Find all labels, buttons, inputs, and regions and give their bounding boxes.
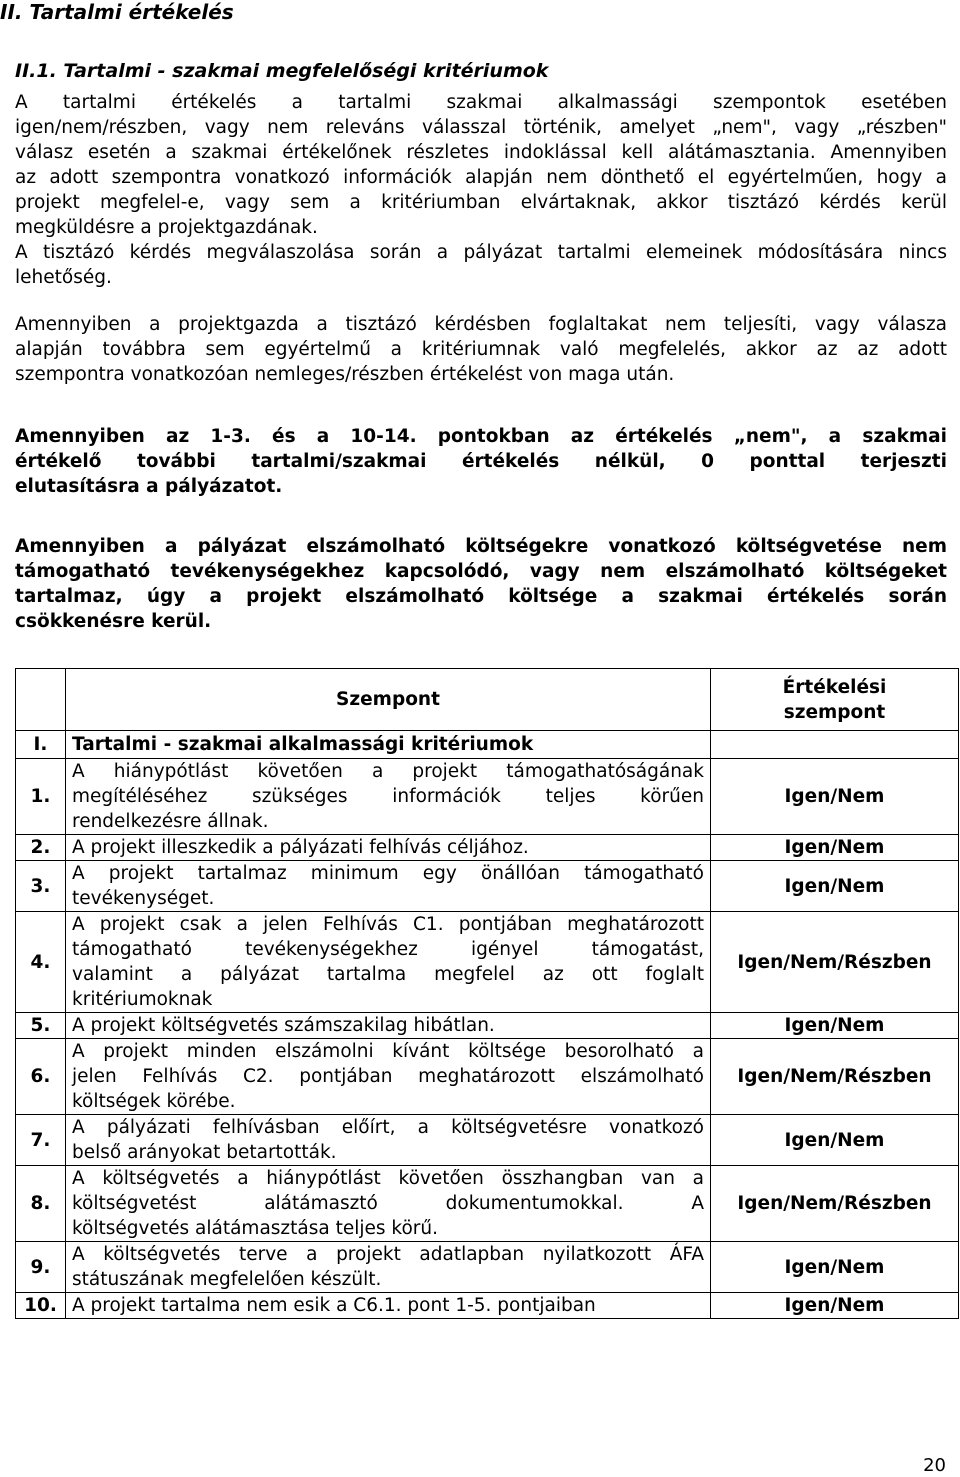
text-line: A tartalmi értékelés a tartalmi szakmai alkalmassági szempontok esetében — [15, 92, 947, 113]
table-group-row — [16, 731, 959, 759]
evaluation-value: Igen/Nem/Részben — [711, 1166, 959, 1242]
paragraph-rejection-rule — [15, 424, 947, 499]
criterion-number: 3. — [16, 861, 66, 912]
evaluation-value: Igen/Nem — [711, 1293, 959, 1319]
criterion-text-line: költségvetést alátámasztó dokumentumokkal. A — [72, 1193, 704, 1214]
criterion-text — [66, 1293, 711, 1319]
evaluation-value: Igen/Nem — [711, 835, 959, 861]
table-row — [16, 1115, 959, 1166]
criterion-text-line: belső arányokat betartották. — [72, 1142, 337, 1163]
criterion-text-line: A projekt minden elszámolni kívánt költsége besorolható a — [72, 1041, 704, 1062]
table-row — [16, 759, 959, 835]
criterion-text-line: A költségvetés terve a projekt adatlapban nyilatkozott ÁFA — [72, 1244, 704, 1265]
criterion-text-line: A hiánypótlást követően a projekt támogathatóságának — [72, 761, 704, 782]
text-line: értékelő további tartalmi/szakmai értékelés nélkül, 0 ponttal terjeszti — [15, 451, 947, 472]
criterion-text-line: A projekt költségvetés számszakilag hibátlan. — [72, 1015, 495, 1036]
evaluation-value: Igen/Nem — [711, 759, 959, 835]
text-line: Amennyiben a pályázat elszámolható költségekre vonatkozó költségvetése nem — [15, 536, 947, 557]
text-line: megküldésre a projektgazdának. — [15, 217, 318, 238]
evaluation-value: Igen/Nem/Részben — [711, 1039, 959, 1115]
table-row — [16, 1013, 959, 1039]
paragraph-cost-reduction — [15, 534, 947, 634]
criterion-text-line: költségvetés alátámasztása teljes körű. — [72, 1218, 438, 1239]
criterion-text — [66, 835, 711, 861]
criterion-text-line: A költségvetés a hiánypótlást követően összhangban van a — [72, 1168, 704, 1189]
table-row — [16, 1293, 959, 1319]
paragraph-clarifying-question — [15, 240, 947, 290]
group-title: Tartalmi - szakmai alkalmassági kritériumok — [66, 731, 711, 759]
criterion-text-line: támogatható tevékenységekhez igényel támogatást, — [72, 939, 704, 960]
criterion-text — [66, 912, 711, 1013]
table-row — [16, 1039, 959, 1115]
section-title: II. Tartalmi értékelés — [0, 0, 234, 24]
table-row — [16, 835, 959, 861]
criterion-text-line: költségek körébe. — [72, 1091, 236, 1112]
criterion-text-line: A projekt tartalmaz minimum egy önállóan támogatható — [72, 863, 704, 884]
criterion-text — [66, 861, 711, 912]
text-line: alapján továbbra sem egyértelmű a kritériumnak való megfelelés, akkor az az adott — [15, 339, 947, 360]
criterion-number: 1. — [16, 759, 66, 835]
text-line: tartalmaz, úgy a projekt elszámolható költsége a szakmai értékelés során — [15, 586, 947, 607]
text-line: szempontra vonatkozóan nemleges/részben értékelést von maga után. — [15, 364, 675, 385]
evaluation-value: Igen/Nem — [711, 1115, 959, 1166]
criterion-number: 4. — [16, 912, 66, 1013]
criterion-text-line: A projekt tartalma nem esik a C6.1. pont 1-5. pontjaiban — [72, 1295, 596, 1316]
criterion-text-line: A projekt csak a jelen Felhívás C1. pontjában meghatározott — [72, 914, 704, 935]
table-row — [16, 912, 959, 1013]
criterion-number: 5. — [16, 1013, 66, 1039]
criterion-number: 10. — [16, 1293, 66, 1319]
criterion-text-line: kritériumoknak — [72, 989, 213, 1010]
criterion-text-line: A projekt illeszkedik a pályázati felhívás céljához. — [72, 837, 529, 858]
text-line: válasz esetén a szakmai értékelőnek részletes indoklással kell alátámasztania. Amennyiben — [15, 142, 947, 163]
paragraph-non-compliance — [15, 312, 947, 387]
criterion-text — [66, 1013, 711, 1039]
criterion-text — [66, 1039, 711, 1115]
criterion-text — [66, 1115, 711, 1166]
page-number: 20 — [923, 1455, 946, 1476]
criterion-text-line: rendelkezésre állnak. — [72, 811, 269, 832]
criterion-text — [66, 1242, 711, 1293]
group-number: I. — [16, 731, 66, 759]
text-line: lehetőség. — [15, 267, 112, 288]
evaluation-value: Igen/Nem — [711, 1242, 959, 1293]
criterion-text-line: A pályázati felhívásban előírt, a költségvetésre vonatkozó — [72, 1117, 704, 1138]
criterion-number: 7. — [16, 1115, 66, 1166]
criterion-number: 2. — [16, 835, 66, 861]
table-row — [16, 861, 959, 912]
text-line: az adott szempontra vonatkozó információk alapján nem dönthető el egyértelműen, hogy a — [15, 167, 947, 188]
text-line: elutasításra a pályázatot. — [15, 476, 283, 497]
text-line: Amennyiben a projektgazda a tisztázó kérdésben foglaltakat nem teljesíti, vagy válasza — [15, 314, 947, 335]
criterion-text-line: státuszának megfelelően készült. — [72, 1269, 382, 1290]
text-line: támogatható tevékenységekhez kapcsolódó, vagy nem elszámolható költségeket — [15, 561, 947, 582]
header-evaluation: Értékelési szempont — [711, 669, 959, 731]
evaluation-value: Igen/Nem — [711, 861, 959, 912]
criterion-text-line: tevékenységet. — [72, 888, 215, 909]
criteria-table — [15, 668, 959, 1319]
table-header-row — [16, 669, 959, 731]
text-line: Amennyiben az 1-3. és a 10-14. pontokban az értékelés „nem", a szakmai — [15, 426, 947, 447]
criterion-text — [66, 759, 711, 835]
criterion-text — [66, 1166, 711, 1242]
text-line: csökkenésre kerül. — [15, 611, 212, 632]
header-criterion: Szempont — [66, 669, 711, 731]
subsection-title: II.1. Tartalmi - szakmai megfelelőségi kritériumok — [15, 60, 549, 82]
criterion-text-line: jelen Felhívás C2. pontjában meghatározott elszámolható — [72, 1066, 704, 1087]
table-row — [16, 1242, 959, 1293]
paragraph-evaluation-method — [15, 90, 947, 240]
evaluation-value: Igen/Nem — [711, 1013, 959, 1039]
criterion-text-line: megítéléséhez szükséges információk teljes körűen — [72, 786, 704, 807]
text-line: A tisztázó kérdés megválaszolása során a pályázat tartalmi elemeinek módosítására nincs — [15, 242, 947, 263]
criterion-number: 9. — [16, 1242, 66, 1293]
criterion-text-line: valamint a pályázat tartalma megfelel az ott foglalt — [72, 964, 704, 985]
evaluation-value: Igen/Nem/Részben — [711, 912, 959, 1013]
criterion-number: 6. — [16, 1039, 66, 1115]
text-line: projekt megfelel-e, vagy sem a kritériumban elvártaknak, akkor tisztázó kérdés kerül — [15, 192, 947, 213]
text-line: igen/nem/részben, vagy nem releváns válasszal történik, amelyet „nem", vagy „részben" — [15, 117, 947, 138]
table-row — [16, 1166, 959, 1242]
criterion-number: 8. — [16, 1166, 66, 1242]
